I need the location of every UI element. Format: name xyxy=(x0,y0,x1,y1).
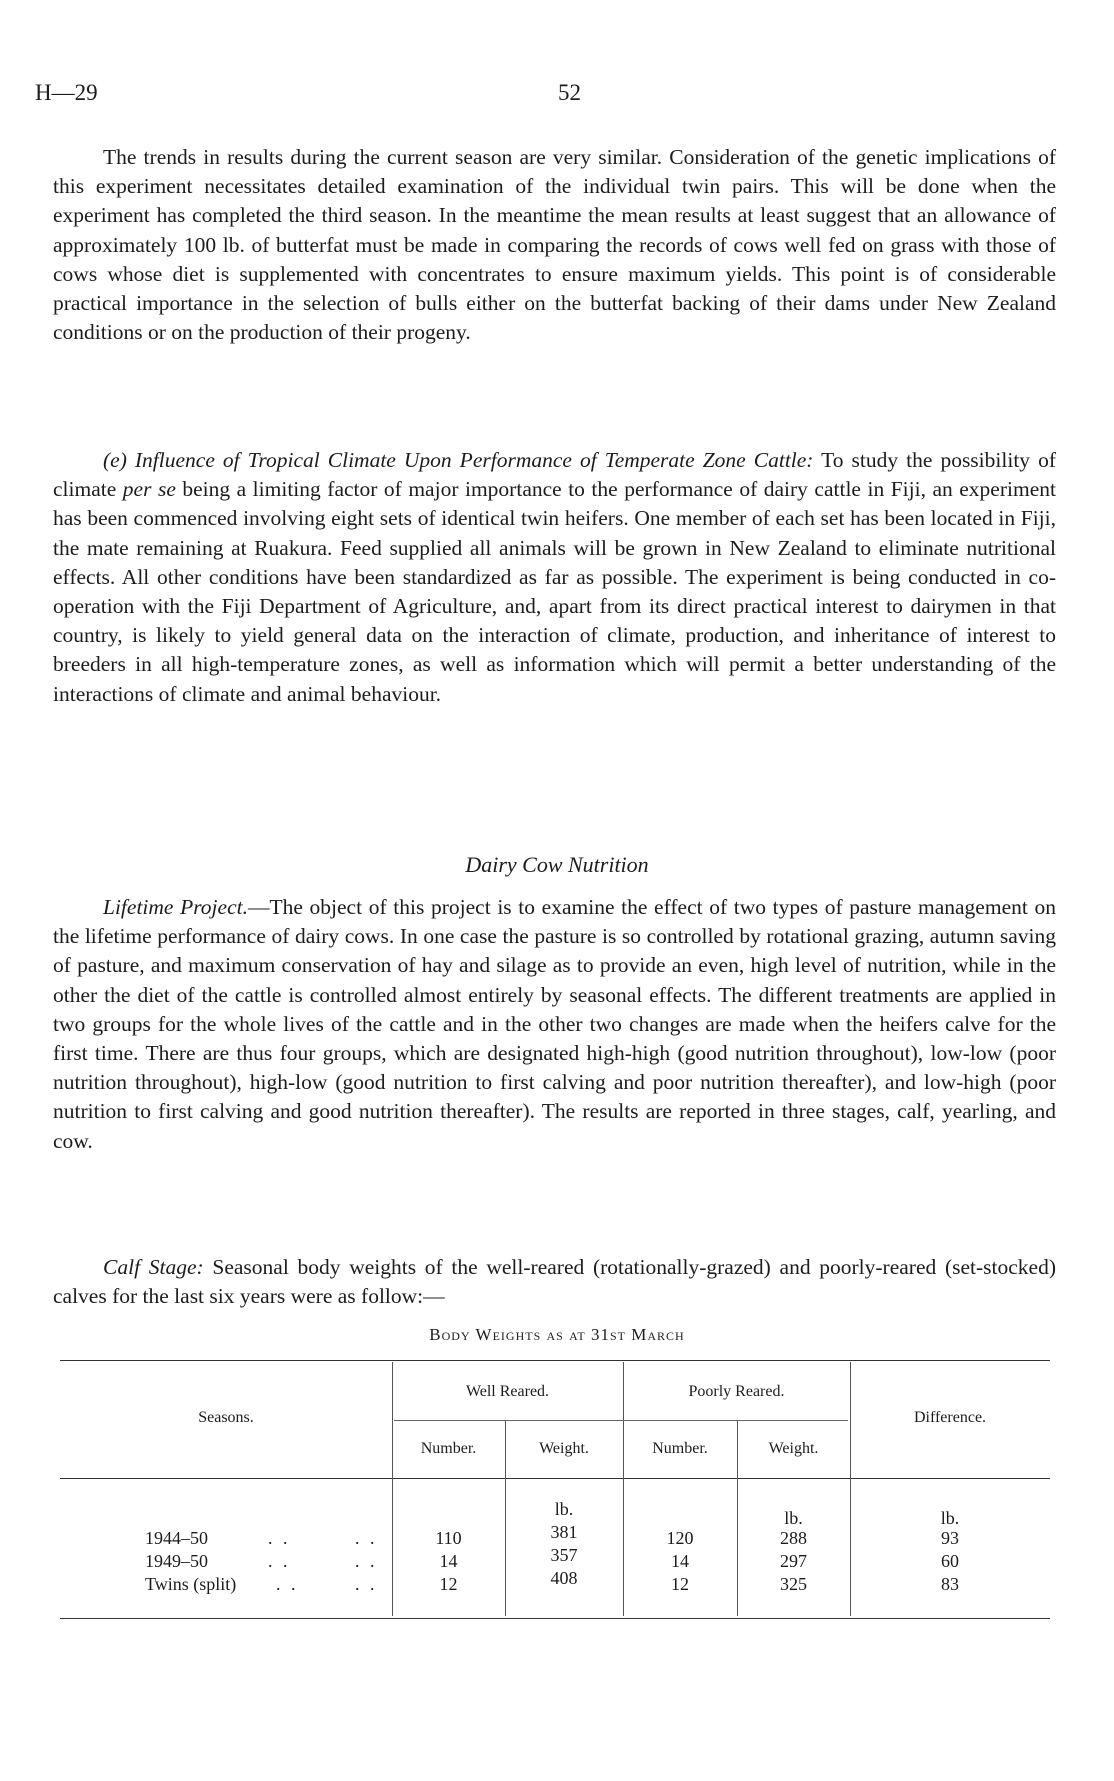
section-lead-tropical-climate: (e) Influence of Tropical Climate Upon Performance of Temperate Zone Cattle: xyxy=(103,448,814,472)
table-bottom-rule xyxy=(60,1618,1050,1619)
table-title: Body Weights as at 31st March xyxy=(429,1325,685,1344)
cell-difference: 60 xyxy=(941,1551,959,1571)
unit-poor-weight: lb. xyxy=(784,1508,803,1528)
cell-poor-number: 12 xyxy=(671,1574,689,1594)
leader-dots: . . xyxy=(268,1551,291,1571)
header-poorly-reared: Poorly Reared. xyxy=(688,1383,785,1400)
page-number: 52 xyxy=(558,80,581,105)
unit-well-weight: lb. xyxy=(554,1499,574,1519)
section-lead-lifetime-project: Lifetime Project. xyxy=(103,895,248,919)
leader-dots: . . xyxy=(355,1528,378,1548)
paragraph-twin-results: The trends in results during the current season are very similar. Consideration of the genetic implications of this experiment necessitates detailed examination of the individual twin pairs. This will be done when the experiment has completed the third season. In the meantime the mean results at least suggest that an allowance of approximately 100 lb. of butterfat must be made in comparing the records of cows well fed on grass with those of cows whose diet is supplemented with concentrates to ensure maximum yields. This point is of considerable practical importance in the selection of bulls either on the butterfat backing of their dams under New Zealand conditions or on the production of their progeny. xyxy=(53,145,1056,345)
paragraph-text-b: being a limiting factor of major importance to the performance of dairy cattle in Fiji, an experiment has been commenced involving eight sets of identical twin heifers. One member of each set has been located in Fiji, the mate remaining at Ruakura. Feed supplied all animals will be grown in New Zealand to eliminate nutritional effects. All other conditions have been standardized as far as possible. The experiment is being conducted in co-operation with the Fiji Department of Agriculture, and, apart from its direct practical interest to dairymen in that country, is likely to yield general data on the interaction of climate, production, and inheritance of interest to breeders in all high-temperature zones, as well as information which will permit a better understanding of the interactions of climate and animal behaviour. xyxy=(53,477,1056,706)
header-difference: Difference. xyxy=(913,1409,987,1426)
cell-poor-weight: 325 xyxy=(780,1574,807,1594)
paragraph-calf-stage xyxy=(53,1253,1056,1311)
leader-dots: . . xyxy=(276,1574,299,1594)
paragraph-text: —The object of this project is to examine the effect of two types of pasture management on the lifetime performance of dairy cows. In one case the pasture is so controlled by rotational grazing, autumn saving of pasture, and maximum conservation of hay and silage as to provide an even, high level of nutrition, while in the other the diet of the cattle is controlled almost entirely by seasonal effects. The different treatments are applied in two groups for the whole lives of the cattle and in the other two changes are made when the heifers calve for the first time. There are thus four groups, which are designated high-high (good nutrition throughout), low-low (poor nutrition throughout), high-low (good nutrition to first calving and poor nutrition thereafter), and low-high (poor nutrition to first calving and good nutrition thereafter). The results are reported in three stages, calf, yearling, and cow. xyxy=(53,895,1056,1153)
cell-poor-number: 14 xyxy=(671,1551,689,1571)
cell-poor-weight: 288 xyxy=(780,1528,807,1548)
cell-poor-weight: 297 xyxy=(780,1551,807,1571)
document-code: H—29 xyxy=(35,80,98,105)
latin-phrase: per se xyxy=(122,477,176,502)
table-header-rule xyxy=(60,1478,1050,1479)
cell-well-number: 12 xyxy=(439,1574,458,1594)
section-lead-calf-stage: Calf Stage: xyxy=(103,1255,204,1279)
header-poor-number: Number. xyxy=(652,1440,708,1457)
cell-well-weight: 408 xyxy=(550,1568,578,1588)
cell-well-number: 14 xyxy=(439,1551,458,1571)
row-season: 1949–50 xyxy=(145,1551,208,1571)
leader-dots: . . xyxy=(355,1574,378,1594)
table-top-rule xyxy=(60,1360,1050,1361)
paragraph-tropical-climate xyxy=(53,446,1056,709)
row-season: 1944–50 xyxy=(145,1528,208,1548)
paragraph-text: Seasonal body weights of the well-reared (rotationally-grazed) and poorly-reared (set-stocked) calves for the last six years were as follow:— xyxy=(53,1255,1056,1309)
row-season: Twins (split) xyxy=(145,1574,237,1594)
header-poor-weight: Weight. xyxy=(768,1440,819,1457)
header-seasons: Seasons. xyxy=(198,1409,254,1426)
header-well-reared: Well Reared. xyxy=(465,1383,550,1400)
paragraph-lifetime-project xyxy=(53,893,1056,1156)
unit-difference: lb. xyxy=(940,1508,960,1528)
cell-poor-number: 120 xyxy=(666,1528,694,1548)
cell-well-number: 110 xyxy=(435,1528,462,1548)
cell-difference: 83 xyxy=(941,1574,959,1594)
header-well-weight: Weight. xyxy=(539,1440,589,1457)
cell-difference: 93 xyxy=(941,1528,959,1548)
leader-dots: . . xyxy=(355,1551,378,1571)
table-subheader-rule xyxy=(394,1420,848,1421)
cell-well-weight: 357 xyxy=(550,1545,578,1565)
paragraph-text-a: To study the possibility of climate xyxy=(53,448,1056,502)
leader-dots: . . xyxy=(268,1528,291,1548)
section-heading: Dairy Cow Nutrition xyxy=(465,852,649,877)
header-well-number: Number. xyxy=(420,1440,477,1457)
cell-well-weight: 381 xyxy=(550,1522,578,1542)
page-header xyxy=(35,80,1035,110)
